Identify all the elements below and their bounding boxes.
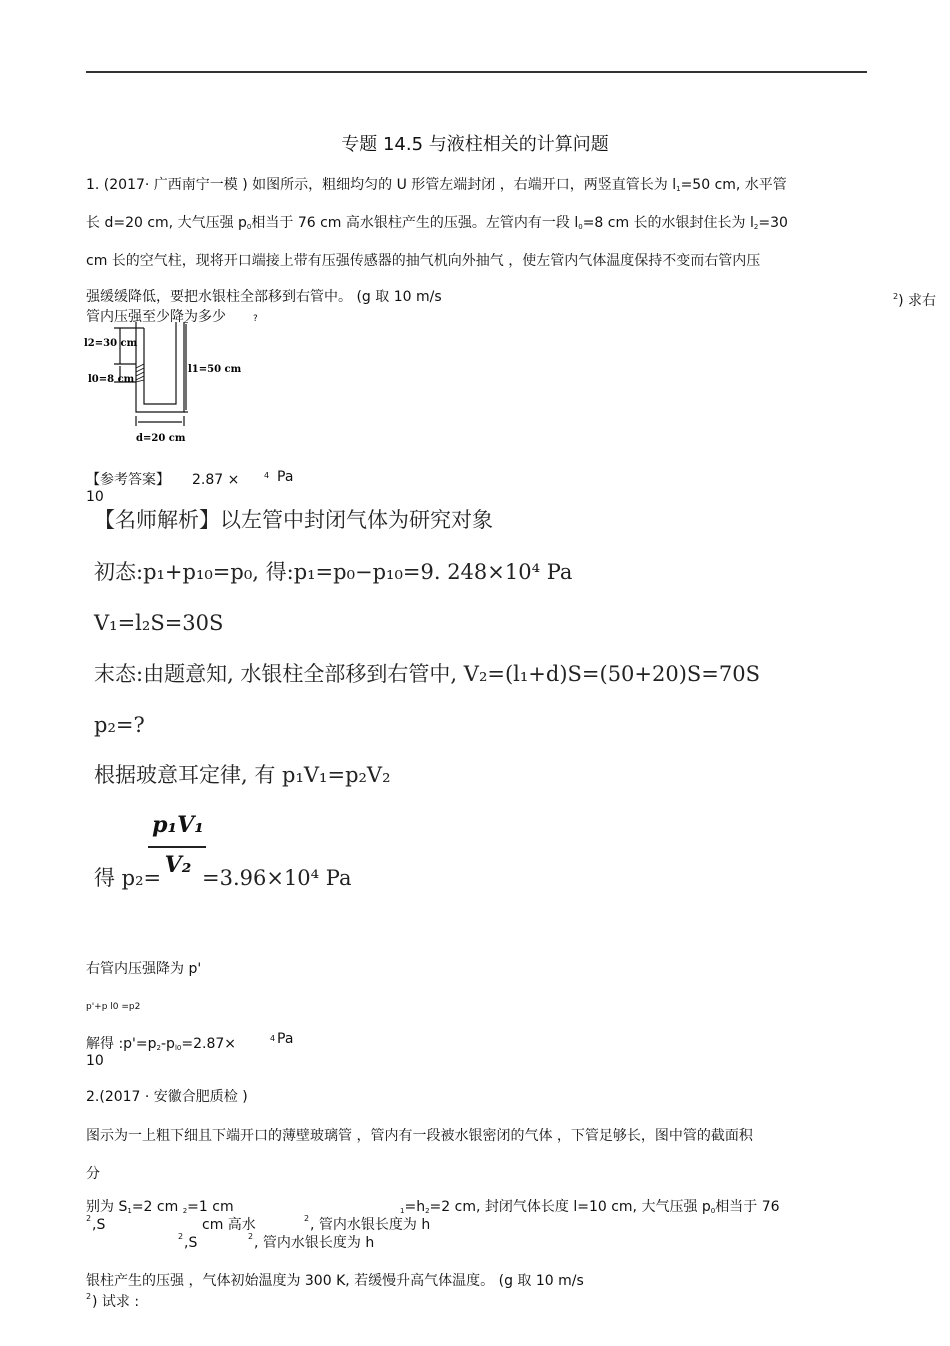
q2-line-4-sup2: 2	[304, 1214, 310, 1223]
q1-question-mark: ?	[253, 314, 258, 324]
q1-line-3: cm 长的空气柱，现将开口端接上带有压强传感器的抽气机向外抽气 ，使左管内气体温度保持不变而右管内压	[86, 253, 761, 269]
analysis-line-3: 末态:由题意知, 水银柱全部移到右管中, V₂=(l₁+d)S=(50+20)S=70S	[94, 662, 761, 686]
q2-line-5-sup: 2	[178, 1232, 184, 1241]
q1-line-4a: 强缓缓降低，要把水银柱全部移到右管中。 (g 取 10 m/s	[86, 289, 442, 305]
analysis-line-1: 初态:p₁+p₁₀=p₀, 得:p₁=p₀−p₁₀=9. 248×10⁴ Pa	[94, 560, 573, 584]
q2-line-2: 分	[86, 1166, 100, 1182]
analysis-line-6a: 得 p₂=	[94, 866, 162, 890]
analysis-line-6b: =3.96×10⁴ Pa	[202, 866, 352, 890]
analysis-line-2: V₁=l₂S=30S	[94, 611, 224, 635]
q2-line-7-sup: 2	[86, 1292, 92, 1301]
header-rule	[86, 71, 867, 73]
answer-value: 2.87 ×	[192, 472, 240, 488]
label-l0: l0=8 cm	[88, 374, 135, 385]
q2-line-4-sup: 2	[86, 1214, 92, 1223]
analysis-line-4: p₂=?	[94, 713, 145, 737]
analysis-line-5: 根据玻意耳定律, 有 p₁V₁=p₂V₂	[94, 763, 391, 787]
q2-line-1: 图示为一上粗下细且下端开口的薄壁玻璃管 ，管内有一段被水银密闭的气体 ，下管足够长，图中管的截面积	[86, 1128, 753, 1144]
answer-prefix: 【参考答案】	[86, 472, 170, 488]
page-title: 专题 14.5 与液柱相关的计算问题	[341, 134, 609, 155]
fraction-denominator: V₂	[164, 852, 192, 878]
u-tube-figure	[84, 322, 244, 446]
cont-unit: Pa	[277, 1031, 294, 1047]
cont-exp: 4	[270, 1034, 276, 1043]
cont-line-2: p'+p l0 =p2	[86, 1002, 141, 1012]
cont-line-1: 右管内压强降为 p'	[86, 961, 202, 977]
label-d: d=20 cm	[136, 433, 186, 444]
q1-line-2: 长 d=20 cm, 大气压强 $p_0$相当于 76 cm 高水银柱产生的压强。左管内有一段 $l_0=8$ cm 长的水银封住长为 $l_2=30$	[86, 215, 788, 231]
q2-line-4-s: ,S	[92, 1217, 106, 1233]
answer-exp: 4	[264, 471, 270, 480]
analysis-heading: 【名师解析】以左管中封闭气体为研究对象	[94, 508, 493, 532]
q2-line-7: ) 试求 :	[92, 1294, 140, 1310]
cont-base: 10	[86, 1053, 104, 1069]
fraction-bar	[148, 846, 206, 848]
answer-base: 10	[86, 489, 104, 505]
q2-line-5-sup2: 2	[248, 1232, 254, 1241]
q2-line-6: 银柱产生的压强 ，气体初始温度为 300 K, 若缓慢升高气体温度。 (g 取 10 m/s	[86, 1273, 584, 1289]
label-l1: l1=50 cm	[188, 364, 242, 375]
cont-line-3: 解得 $:p'=p_2-p_{l0}=2.87\times$	[86, 1036, 236, 1052]
q2-head: 2.(2017 · 安徽合肥质检 )	[86, 1089, 248, 1105]
q2-line-4-end: , 管内水银长度为 h	[310, 1217, 431, 1233]
q1-line-5: 管内压强至少降为多少	[86, 309, 226, 325]
q2-line-3a: 别为 $S_1=2$ cm $_2$=1 cm	[86, 1199, 234, 1215]
label-l2: l2=30 cm	[84, 338, 138, 349]
fraction-numerator: p₁V₁	[152, 812, 204, 838]
q2-line-5-end: , 管内水银长度为 h	[254, 1235, 375, 1251]
q2-line-5-s: ,S	[184, 1235, 198, 1251]
q2-line-4-mid: cm 高水	[202, 1217, 256, 1233]
answer-unit: Pa	[277, 469, 294, 485]
q1-line-4b: $^2$) 求右	[893, 292, 937, 309]
q2-line-3b: $_1=h_2=2$ cm, 封闭气体长度 l=10 cm, 大气压强 $p_0$相当于 76	[400, 1199, 780, 1215]
q1-line-1: 1. (2017· 广西南宁一模 ) 如图所示，粗细均匀的 U 形管左端封闭 ，右端开口，两竖直管长为 $l_1=50$ cm, 水平管	[86, 177, 787, 193]
